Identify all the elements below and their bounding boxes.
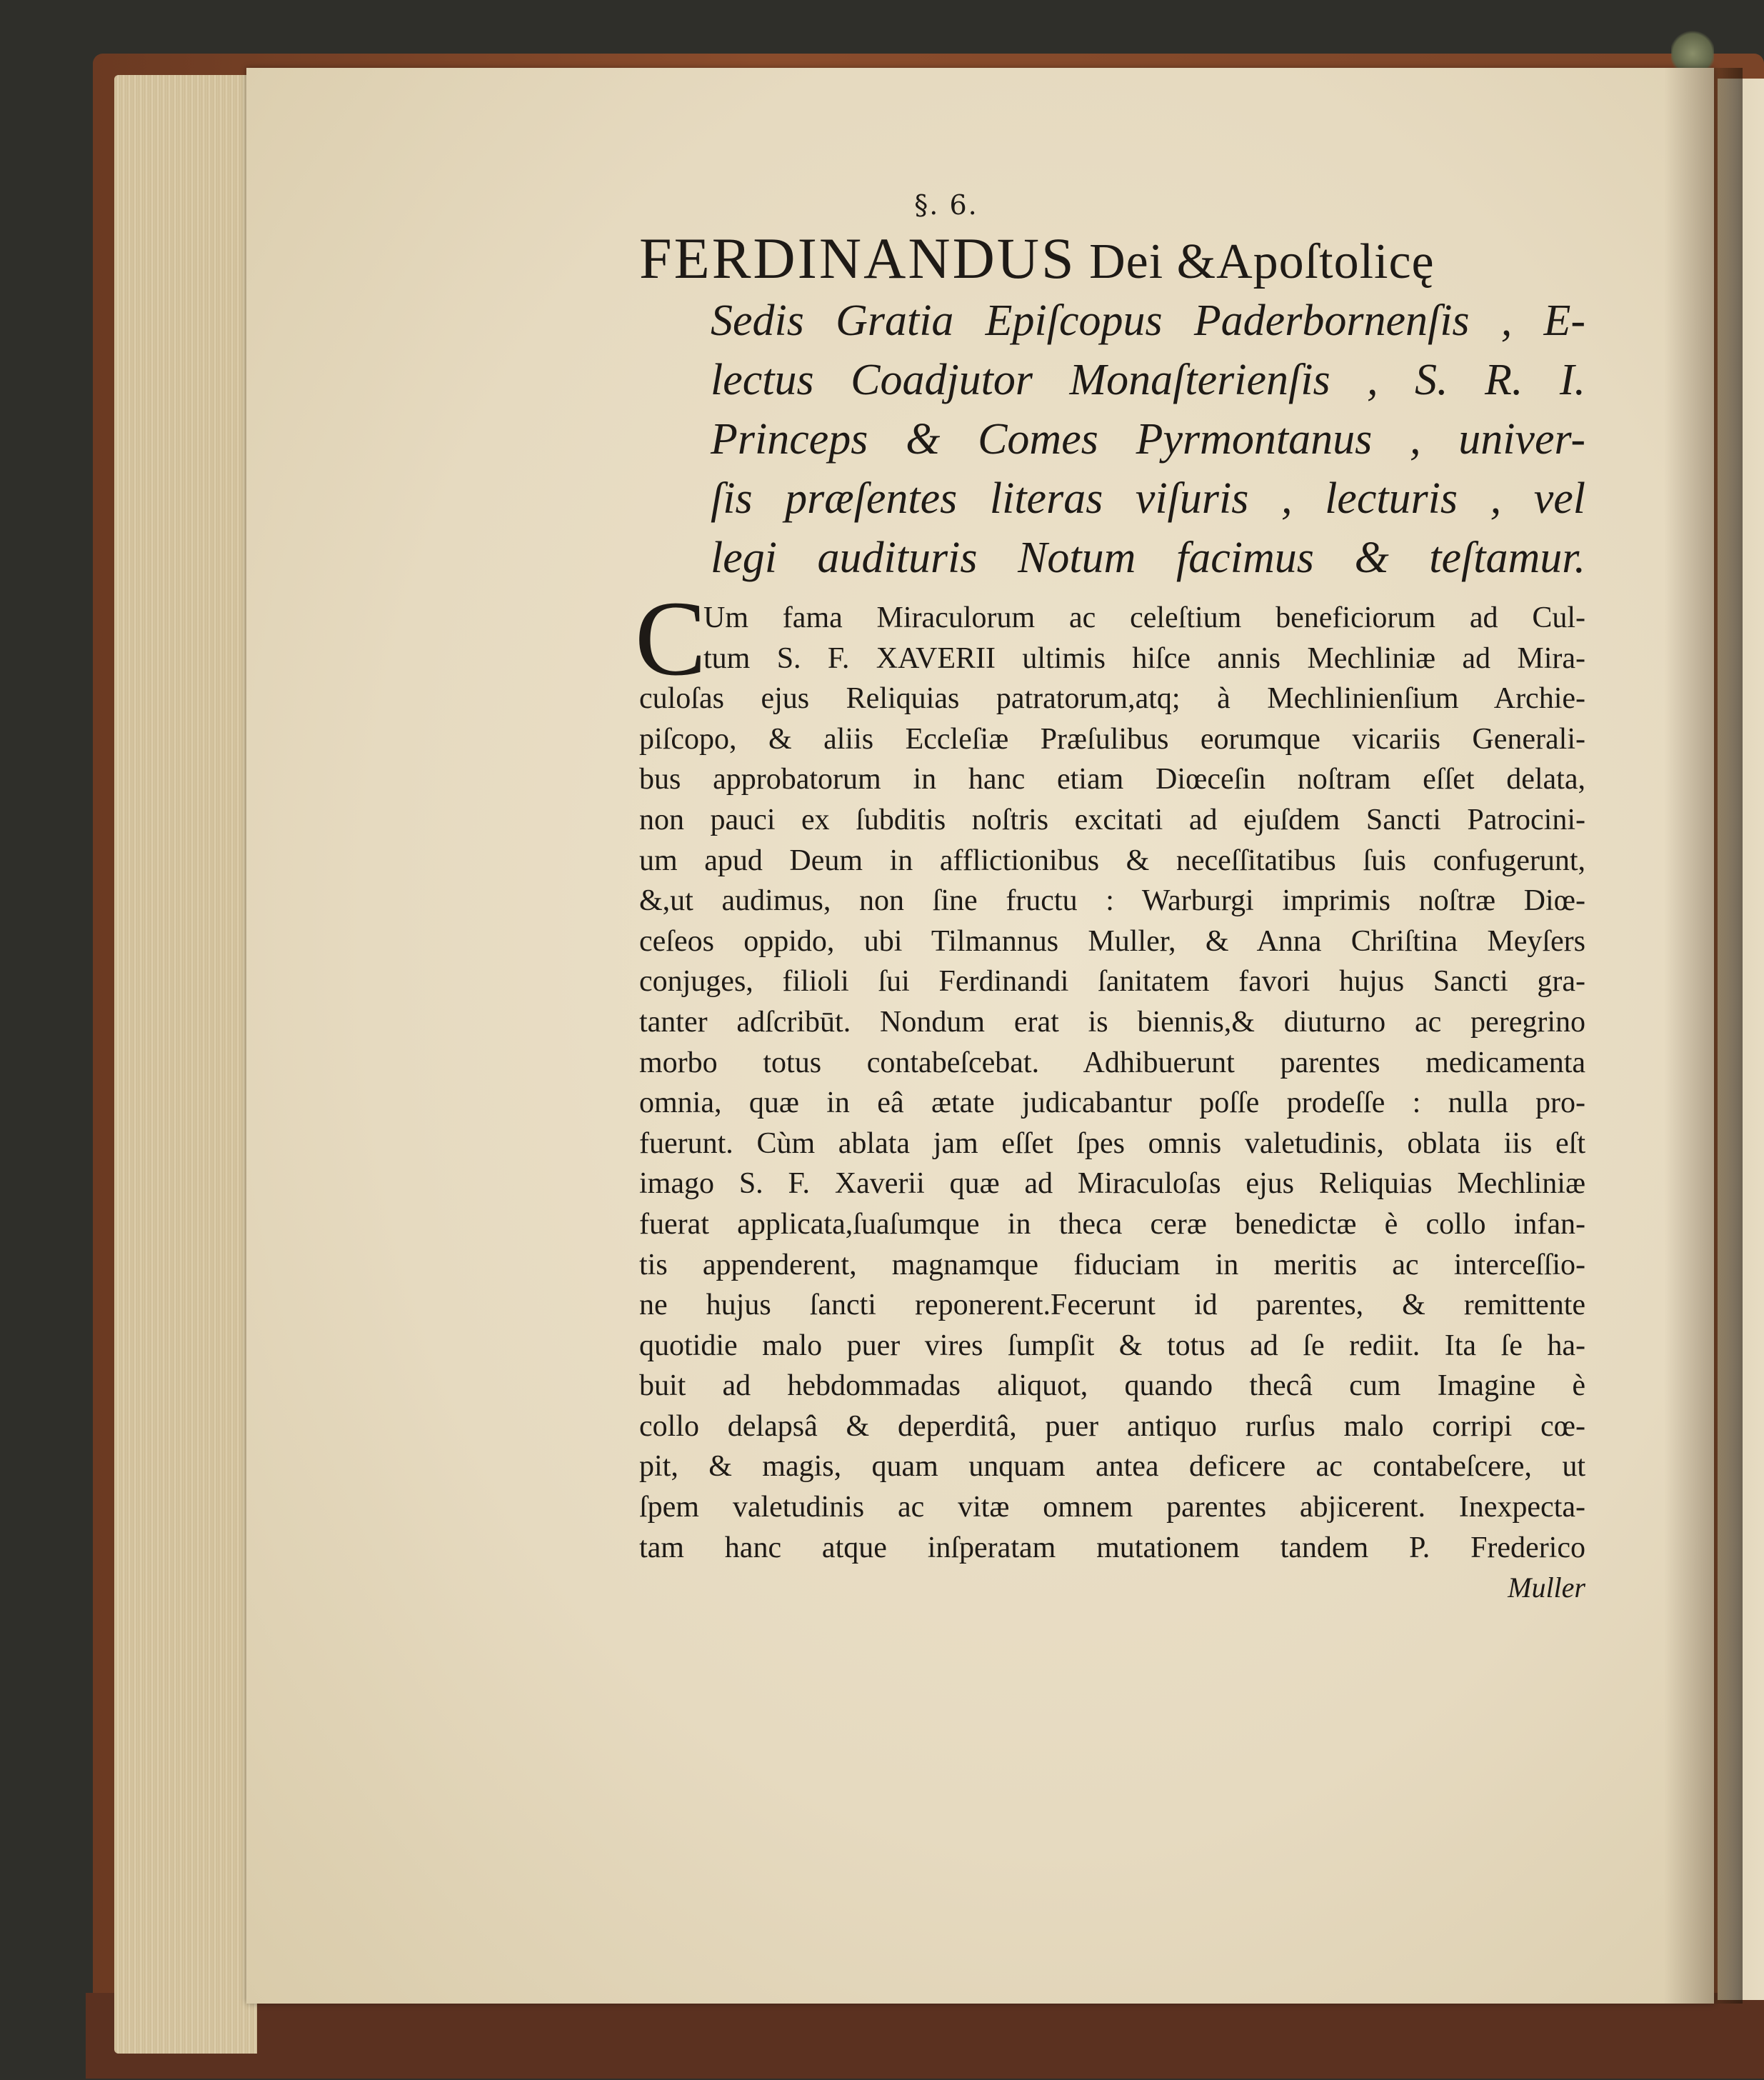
heading-name: FERDINANDUS bbox=[639, 226, 1076, 291]
italic-line: Sedis Gratia Epiſcopus Paderbornenſis , E- bbox=[711, 296, 1585, 345]
heading-line bbox=[639, 226, 1585, 291]
body-line: piſcopo, & aliis Eccleſiæ Præſulibus eorumque vicariis Generali- bbox=[639, 722, 1585, 756]
body-line: ſpem valetudinis ac vitæ omnem parentes abjicerent. Inexpecta- bbox=[639, 1491, 1585, 1524]
body-line: ceſeos oppido, ubi Tilmannus Muller, & Anna Chriſtina Meyſers bbox=[639, 924, 1585, 958]
italic-line: ſis præſentes literas viſuris , lecturis , vel bbox=[711, 474, 1585, 523]
body-line: tis appenderent, magnamque fiduciam in meritis ac interceſſio- bbox=[639, 1248, 1585, 1281]
section-number: §. 6. bbox=[914, 189, 978, 221]
body-line: tum S. F. XAVERII ultimis hiſce annis Mechliniæ ad Mira- bbox=[703, 641, 1585, 675]
cover-edge bbox=[86, 1993, 1764, 2079]
italic-line: legi audituris Notum facimus & teſtamur. bbox=[711, 534, 1585, 582]
page-edges bbox=[114, 75, 257, 2054]
body-line: imago S. F. Xaverii quæ ad Miraculoſas ejus Reliquias Mechliniæ bbox=[639, 1167, 1585, 1201]
body-line: bus approbatorum in hanc etiam Diœceſin noſtram eſſet delata, bbox=[639, 763, 1585, 796]
body-text bbox=[635, 579, 1585, 1606]
body-line: tanter adſcribūt. Nondum erat is biennis,& diuturno ac peregrino bbox=[639, 1005, 1585, 1039]
body-line: fuerunt. Cùm ablata jam eſſet ſpes omnis valetudinis, oblata iis eſt bbox=[639, 1126, 1585, 1160]
italic-line: Princeps & Comes Pyrmontanus , univer- bbox=[711, 415, 1585, 464]
catchword: Muller bbox=[1508, 1571, 1585, 1604]
drop-cap: C bbox=[635, 579, 707, 698]
body-line: collo delapsâ & deperditâ, puer antiquo rurſus malo corripi cœ- bbox=[639, 1409, 1585, 1443]
body-line: pit, & magis, quam unquam antea deficere ac contabeſcere, ut bbox=[639, 1450, 1585, 1484]
italic-intro bbox=[711, 291, 1585, 588]
body-line: tam hanc atque inſperatam mutationem tandem P. Frederico bbox=[639, 1531, 1585, 1564]
body-line: culoſas ejus Reliquias patratorum,atq; à Mechlinienſium Archie- bbox=[639, 682, 1585, 716]
gutter-shadow bbox=[1664, 68, 1743, 2004]
body-line: morbo totus contabeſcebat. Adhibuerunt parentes medicamenta bbox=[639, 1046, 1585, 1079]
body-line: omnia, quæ in eâ ætate judicabantur poſſe prodeſſe : nulla pro- bbox=[639, 1086, 1585, 1120]
body-line: non pauci ex ſubditis noſtris excitati ad ejuſdem Sancti Patrocini- bbox=[639, 803, 1585, 836]
body-line: conjuges, filioli ſui Ferdinandi ſanitatem favori hujus Sancti gra- bbox=[639, 965, 1585, 999]
italic-line: lectus Coadjutor Monaſterienſis , S. R. I. bbox=[711, 356, 1585, 404]
heading-rest: Dei &Apoſtolicę bbox=[1089, 234, 1435, 289]
body-line: um apud Deum in afflictionibus & neceſſitatibus ſuis confugerunt, bbox=[639, 844, 1585, 877]
body-line: ne hujus ſancti reponerent.Fecerunt id parentes, & remittente bbox=[639, 1289, 1585, 1322]
body-line: &,ut audimus, non ſine fructu : Warburgi imprimis noſtræ Diœ- bbox=[639, 884, 1585, 918]
body-line: quotidie malo puer vires ſumpſit & totus ad ſe rediit. Ita ſe ha- bbox=[639, 1329, 1585, 1362]
page-text bbox=[635, 189, 1585, 1606]
body-line: fuerat applicata,ſuaſumque in theca ceræ benedictæ è collo infan- bbox=[639, 1207, 1585, 1241]
body-line: Um fama Miraculorum ac celeſtium beneficiorum ad Cul- bbox=[703, 601, 1585, 634]
body-line: buit ad hebdommadas aliquot, quando thecâ cum Imagine è bbox=[639, 1369, 1585, 1403]
